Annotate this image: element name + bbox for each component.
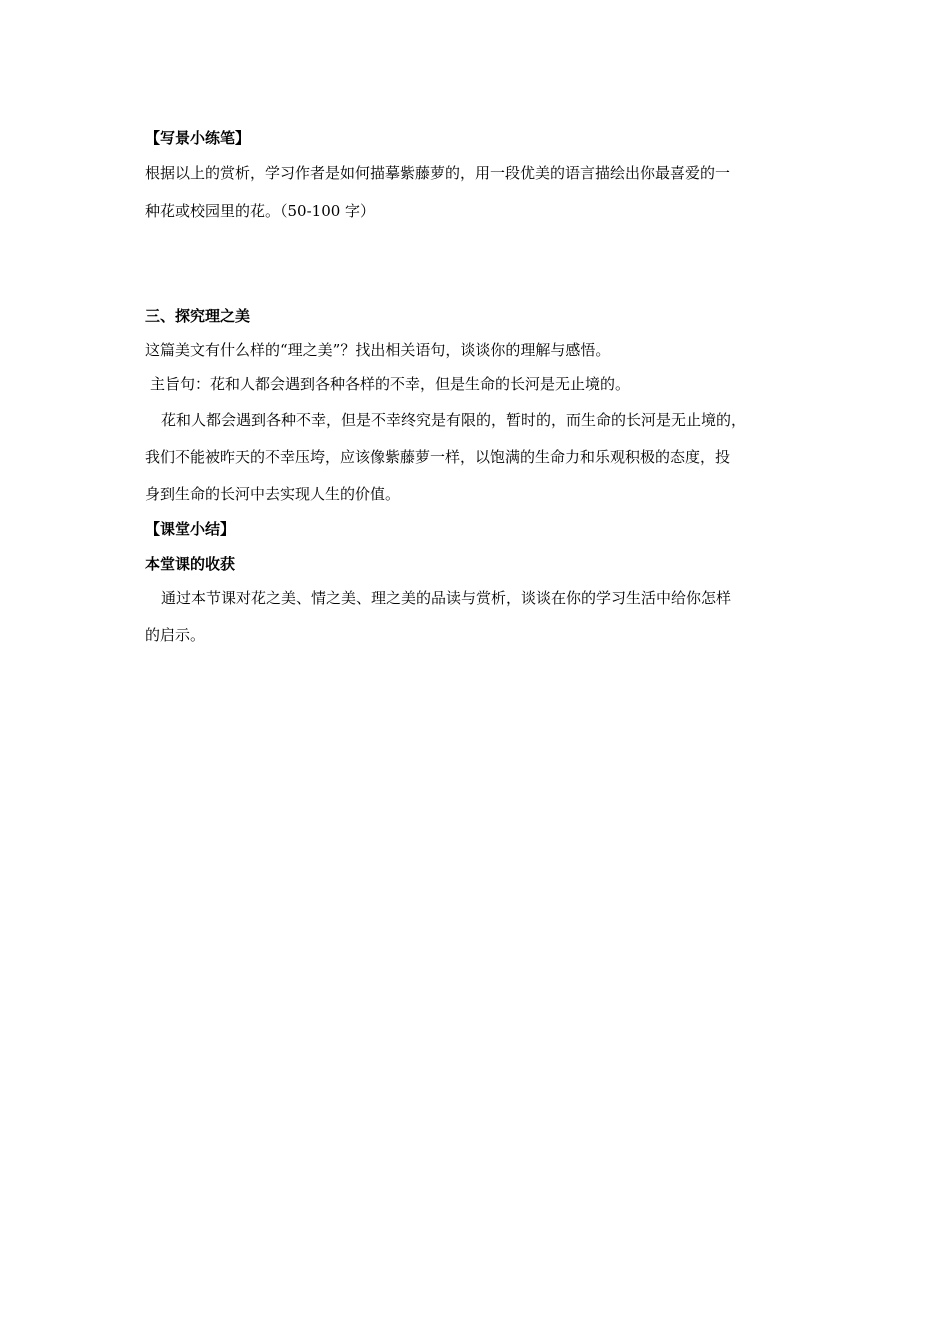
theme-sentence: 主旨句：花和人都会遇到各种各样的不幸，但是生命的长河是无止境的。: [150, 375, 631, 393]
summary-prompt-line-1: 通过本节课对花之美、情之美、理之美的品读与赏析，谈谈在你的学习生活中给你怎样: [161, 589, 732, 607]
section-three-question: 这篇美文有什么样的“理之美”？找出相关语句，谈谈你的理解与感悟。: [145, 341, 611, 359]
sketch-practice-heading: 【写景小练笔】: [145, 129, 251, 147]
sketch-practice-text-line-1: 根据以上的赏析，学习作者是如何描摹紫藤萝的，用一段优美的语言描绘出你最喜爱的一: [145, 164, 731, 182]
answer-line-1: 花和人都会遇到各种不幸，但是不幸终究是有限的，暂时的，而生命的长河是无止境的，: [161, 411, 747, 429]
summary-heading: 【课堂小结】: [145, 520, 236, 538]
summary-prompt-line-2: 的启示。: [145, 626, 206, 644]
sketch-practice-text-line-2: 种花或校园里的花。（50-100 字）: [145, 202, 376, 220]
answer-line-2: 我们不能被昨天的不幸压垮，应该像紫藤萝一样，以饱满的生命力和乐观积极的态度，投: [145, 448, 731, 466]
answer-line-3: 身到生命的长河中去实现人生的价值。: [145, 485, 401, 503]
section-three-heading: 三、探究理之美: [145, 307, 251, 325]
summary-subheading: 本堂课的收获: [145, 555, 236, 573]
